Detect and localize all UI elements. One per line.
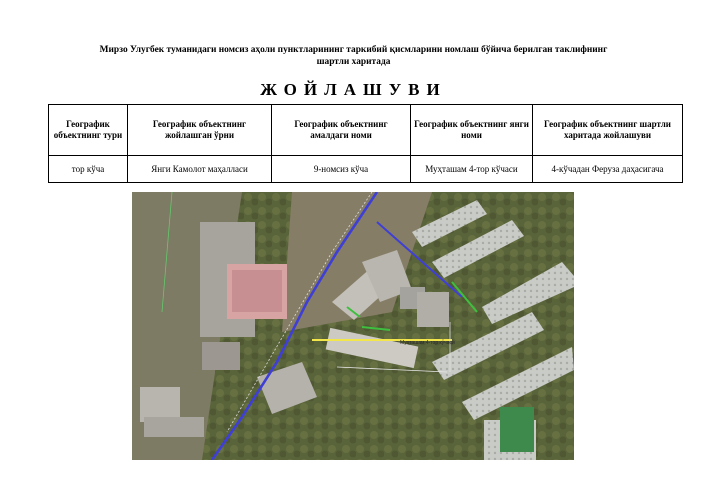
document-title [60, 44, 647, 68]
cell-object-location: Янги Камолот маҳалласи [128, 156, 272, 183]
cell-map-location: 4-кўчадан Феруза даҳасигача [533, 156, 683, 183]
table-header-row [49, 105, 683, 156]
table-row [49, 156, 683, 183]
sports-field [500, 407, 534, 452]
map-street-label: Муҳташам 4-тор кўчаси [400, 340, 455, 346]
cell-object-type: тор кўча [49, 156, 128, 183]
header-current-name: Географик объектнинг амалдаги номи [272, 105, 411, 156]
satellite-map-image [132, 192, 574, 460]
cell-new-name: Муҳташам 4-тор кўчаси [411, 156, 533, 183]
header-object-type: Географик объектнинг тури [49, 105, 128, 156]
header-map-location: Географик объектнинг шартли харитада жойлашуви [533, 105, 683, 156]
document-heading: ЖОЙЛАШУВИ [260, 80, 447, 99]
header-object-location: Географик объектнинг жойлашган ўрни [128, 105, 272, 156]
satellite-map [132, 192, 574, 460]
cell-current-name: 9-номсиз кўча [272, 156, 411, 183]
title-line-1: Мирзо Улугбек туманидаги номсиз аҳоли пунктларининг таркибий қисмларини номлаш бўйича берилган таклифнинг [99, 45, 608, 55]
info-table [48, 104, 683, 183]
title-line-2: шартли харитада [316, 57, 391, 67]
header-new-name: Географик объектнинг янги номи [411, 105, 533, 156]
